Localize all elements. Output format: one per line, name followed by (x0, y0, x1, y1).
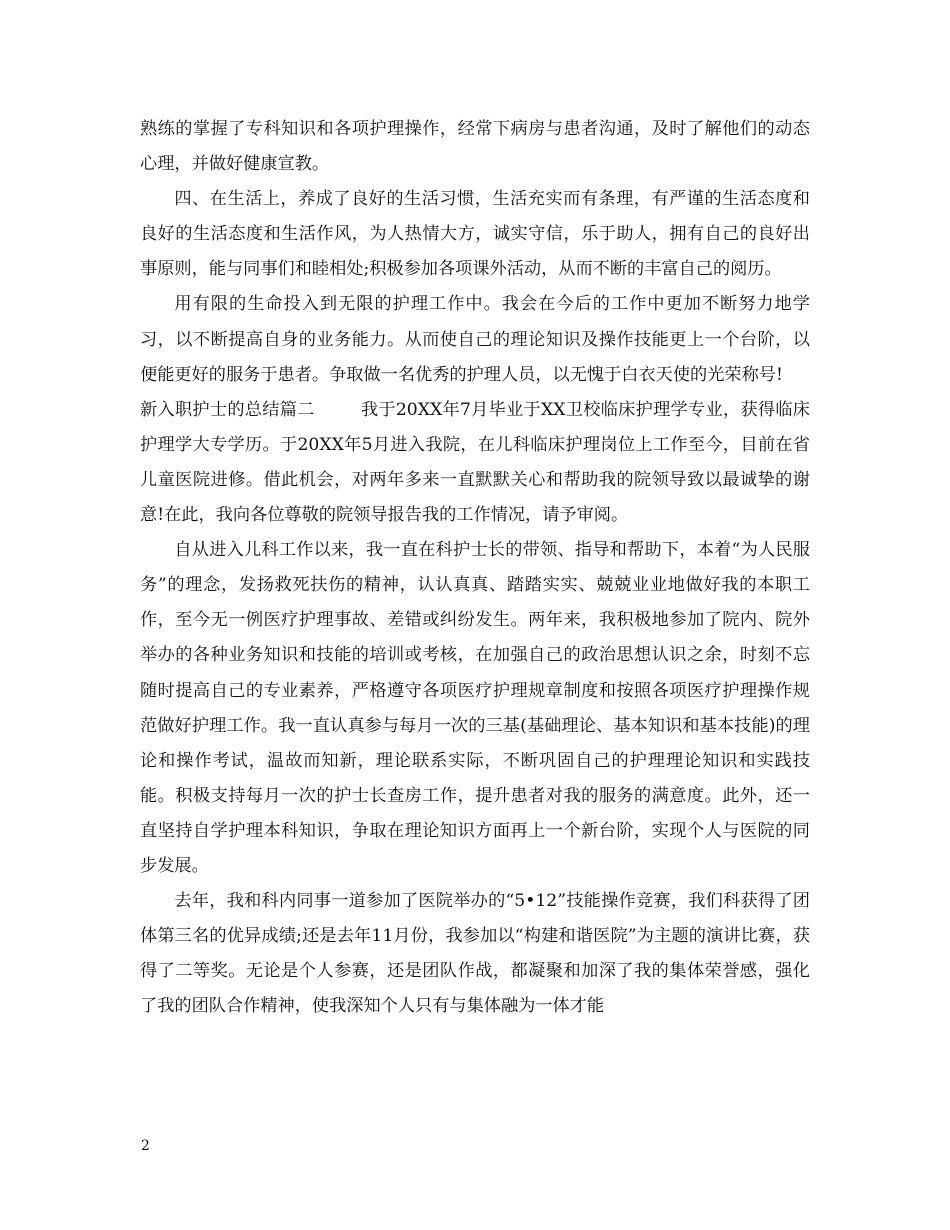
paragraph-continued: 熟练的掌握了专科知识和各项护理操作，经常下病房与患者沟通，及时了解他们的动态心理，并做好健康宣教。 (140, 119, 810, 175)
paragraph-competition: 去年，我和科内同事一道参加了医院举办的“5•12”技能操作竞赛，我们科获得了团体第三名的优异成绩;还是去年11月份，我参加以“构建和谐医院”为主题的演讲比赛，获得了二等奖。无论是个人参赛，还是团队作战，都凝聚和加深了我的集体荣誉感，强化了我的团队合作精神，使我深知个人只有与集体融为一体才能 (140, 891, 810, 1017)
section-two-intro-paragraph (140, 393, 810, 533)
section-heading: 新入职护士的总结篇二 (140, 399, 315, 420)
paragraph-closing: 用有限的生命投入到无限的护理工作中。我会在今后的工作中更加不断努力地学习，以不断提高自身的业务能力。从而使自己的理论知识及操作技能更上一个台阶，以便能更好的服务于患者。争取做一名优秀的护理人员，以无愧于白衣天使的光荣称号! (140, 294, 810, 385)
document-body (140, 112, 810, 1024)
paragraph-life-section: 四、在生活上，养成了良好的生活习惯，生活充实而有条理，有严谨的生活态度和良好的生活态度和生活作风，为人热情大方，诚实守信，乐于助人，拥有自己的良好出事原则，能与同事们和睦相处;积极参加各项课外活动，从而不断的丰富自己的阅历。 (140, 189, 810, 280)
section-intro-text: 我于20XX年7月毕业于XX卫校临床护理学专业，获得临床护理学大专学历。于20XX年5月进入我院，在儿科临床护理岗位上工作至今，目前在省儿童医院进修。借此机会，对两年多来一直默默关心和帮助我的院领导致以最诚挚的谢意!在此，我向各位尊敬的院领导报告我的工作情况，请予审阅。 (140, 399, 810, 526)
paragraph-pediatrics-work: 自从进入儿科工作以来，我一直在科护士长的带领、指导和帮助下，本着“为人民服务”的理念，发扬救死扶伤的精神，认认真真、踏踏实实、兢兢业业地做好我的本职工作，至今无一例医疗护理事故、差错或纠纷发生。两年来，我积极地参加了院内、院外举办的各种业务知识和技能的培训或考核，在加强自己的政治思想认识之余，时刻不忘随时提高自己的专业素养，严格遵守各项医疗护理规章制度和按照各项医疗护理操作规范做好护理工作。我一直认真参与每月一次的三基(基础理论、基本知识和基本技能)的理论和操作考试，温故而知新，理论联系实际，不断巩固自己的护理理论知识和实践技能。积极支持每月一次的护士长查房工作，提升患者对我的服务的满意度。此外，还一直坚持自学护理本科知识，争取在理论知识方面再上一个新台阶，实现个人与医院的同步发展。 (140, 540, 810, 876)
page-number: 2 (141, 1138, 150, 1154)
